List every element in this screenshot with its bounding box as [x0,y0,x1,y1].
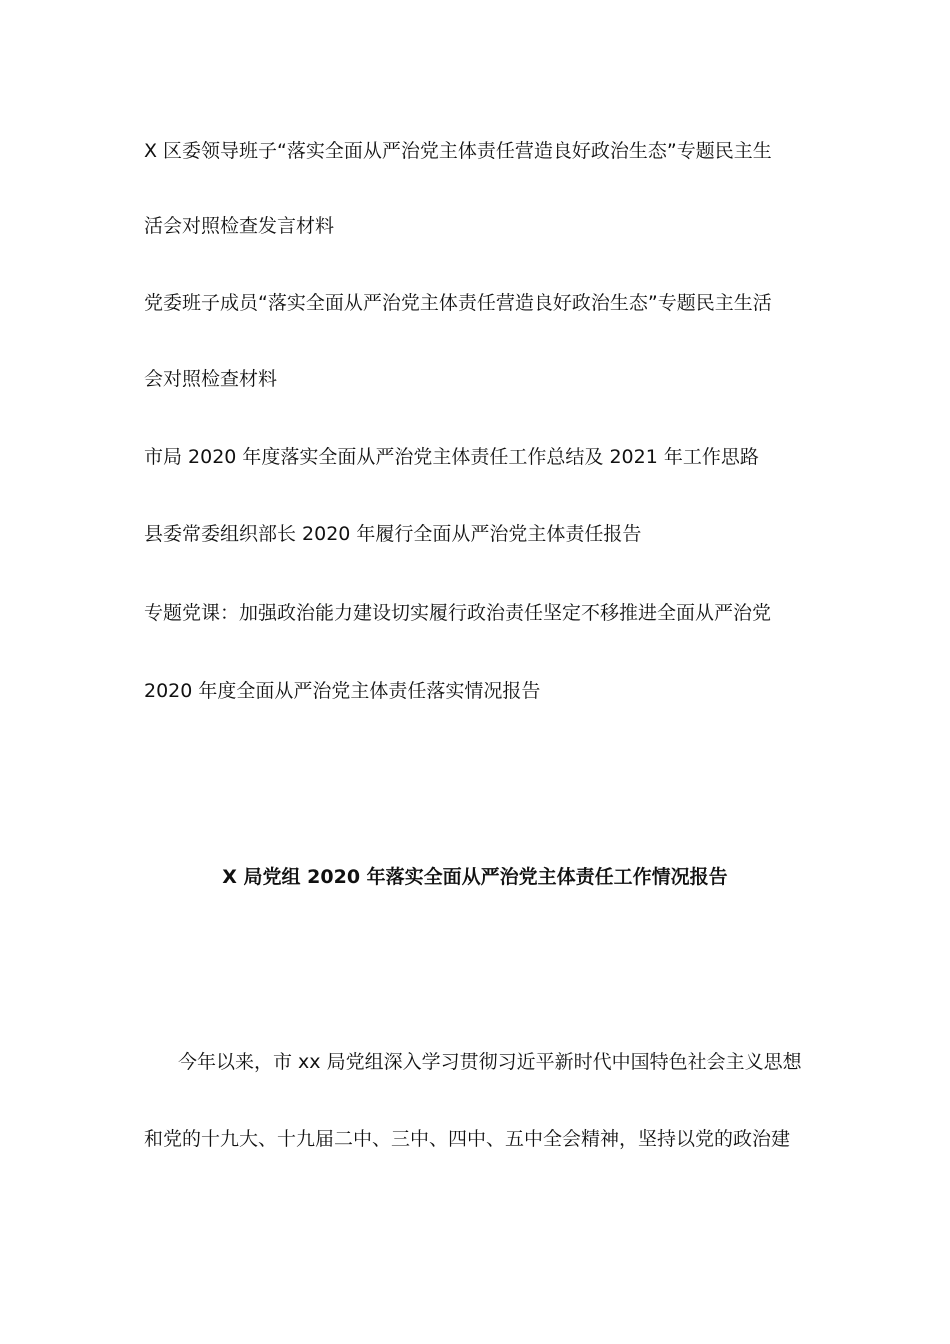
related-link-5[interactable]: 专题党课：加强政治能力建设切实履行政治责任坚定不移推进全面从严治党 [144,602,772,624]
related-link-4[interactable]: 县委常委组织部长 2020 年履行全面从严治党主体责任报告 [144,523,642,545]
related-link-1-line-1[interactable]: X 区委领导班子“落实全面从严治党主体责任营造良好政治生态”专题民主生 [144,140,772,162]
related-link-3[interactable]: 市局 2020 年度落实全面从严治党主体责任工作总结及 2021 年工作思路 [144,446,759,468]
paragraph-line-2: 和党的十九大、十九届二中、三中、四中、五中全会精神，坚持以党的政治建 [144,1128,791,1150]
paragraph-line-1: 今年以来，市 xx 局党组深入学习贯彻习近平新时代中国特色社会主义思想 [178,1051,802,1073]
related-link-1-line-2[interactable]: 活会对照检查发言材料 [144,215,335,237]
related-link-6[interactable]: 2020 年度全面从严治党主体责任落实情况报告 [144,680,541,702]
related-link-2-line-1[interactable]: 党委班子成员“落实全面从严治党主体责任营造良好政治生态”专题民主生活 [144,292,772,314]
related-link-2-line-2[interactable]: 会对照检查材料 [144,368,278,390]
document-title: X 局党组 2020 年落实全面从严治党主体责任工作情况报告 [222,866,728,888]
